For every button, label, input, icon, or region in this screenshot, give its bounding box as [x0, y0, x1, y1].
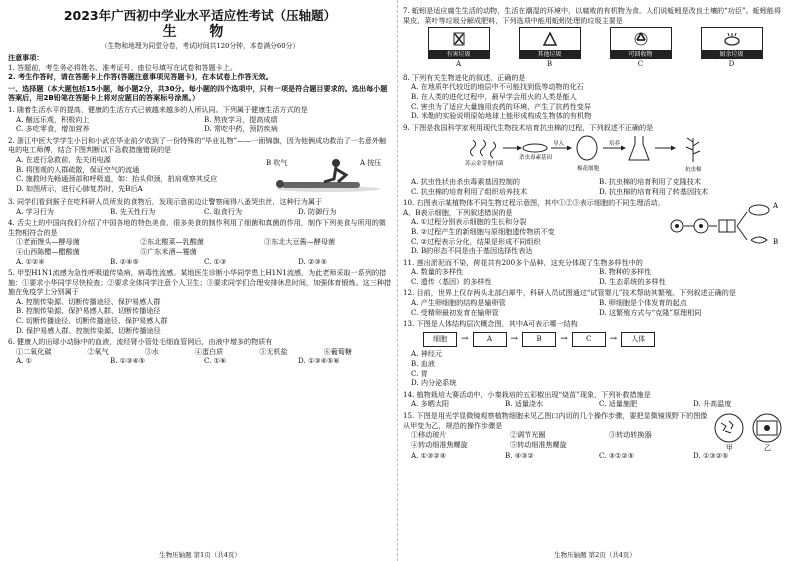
- flow-box: 细胞: [423, 332, 457, 348]
- option: B. 抗虫棉的培育利用了克隆技术: [599, 176, 701, 186]
- option: A. 产生卵细胞的结构是输卵管: [411, 298, 506, 308]
- arrow-icon: →: [609, 333, 618, 344]
- choice: B. ④③②: [505, 451, 534, 460]
- option: ④蛋白质: [194, 346, 224, 356]
- question-5: [8, 268, 392, 335]
- choice: A. ①③②④: [411, 451, 447, 460]
- option: ①移动玻片: [411, 430, 447, 440]
- option: C. 适量施肥: [599, 399, 638, 409]
- figure-label: 乙: [764, 444, 771, 451]
- arrow-icon: →: [560, 333, 568, 344]
- option: ②东北酸菜—乳酸菌: [140, 237, 204, 247]
- question-14: [403, 390, 787, 409]
- option: C. 受精卵最初发育在输卵管: [411, 307, 499, 317]
- question-stem: 4. 舌尖上的中国向我们介绍了中国各地的特色美食，很多美食的制作利用了细菌和真菌的作用，制作下列美食与所用的微生物相符合的是: [8, 218, 386, 237]
- figure-label: 导入: [553, 141, 565, 148]
- question-stem: 10. 右图表示某植物体不同生物过程示意图，其中①②③表示细胞的不同生理活动，A、B表示细胞，下列叙述错误的是: [403, 198, 665, 217]
- choice: A. ①②④: [16, 256, 45, 266]
- exam-title: 2023年广西初中学业水平适应性考试（压轴题）: [63, 8, 337, 23]
- bin-label: 有害垃圾: [428, 51, 490, 59]
- option: ②调节光圈: [510, 430, 546, 440]
- option: D. 米勒的实验说明原始地球上能形成构成生物体的有机物: [411, 111, 592, 121]
- question-stem: 8. 下列有关生物进化的叙述，正确的是: [403, 72, 526, 82]
- arrow-icon: →: [461, 333, 469, 344]
- option: A. 控制传染源、切断传播途径、保护易感人群: [16, 296, 161, 306]
- figure-label: B: [773, 238, 779, 247]
- option: ④转动细准焦螺旋: [411, 439, 468, 449]
- choice: D. ①③④⑤⑥: [298, 356, 340, 366]
- bin-kitchen: [701, 27, 763, 69]
- option: C. ②过程表示分化，结果是形成不同组织: [411, 236, 541, 246]
- page-footer-right: 生物压轴题 第2页（共4页）: [554, 551, 636, 559]
- question-stem: 1. 随着生活水平的提高，健康的生活方式已被越来越多的人所认同。下列属于健康生活方式的是: [8, 104, 308, 114]
- option: C. 施救时先畅通颈部和呼吸道，如：抬头仰颈，拍肩观察其反应: [16, 174, 218, 184]
- bin-letter: B: [546, 59, 553, 69]
- question-12: [403, 288, 787, 317]
- question-4: [8, 218, 392, 266]
- question-stem: 2. 浙江中医大学学生小吕和小武在毕业前夕收到了一份特殊的“毕业礼物”——一面锦旗，因为他俩成功救治了一名意外触电的电工师傅，结合下图判断以下急救措施错误的是: [8, 135, 387, 155]
- flow-box: C: [572, 332, 606, 348]
- option: B. 熬夜学习，提高成绩: [204, 114, 278, 124]
- option: ③转动转换器: [609, 430, 652, 440]
- option: A. 酗远乐观，积极向上: [16, 114, 90, 124]
- option: C. 多吃零食，增加营养: [16, 124, 90, 134]
- option: D. 抗虫棉的培育利用了转基因技术: [599, 186, 709, 196]
- note-item: 2. 考生作答时，请在答题卡上作答(答题注意事项见答题卡)，在本试卷上作答无效。: [8, 72, 273, 82]
- option: A. ①过程分别表示细胞的生长和分裂: [411, 217, 527, 227]
- notes-heading: 注意事项：: [8, 53, 44, 62]
- question-8: [403, 73, 787, 121]
- option: C. 取食行为: [204, 206, 243, 216]
- question-7: [403, 6, 787, 71]
- option: D. 保护易感人群、控制传染源、切断传播途径: [16, 325, 161, 335]
- bin-letter: C: [637, 59, 644, 69]
- question-stem: 15. 下图是用光学显微镜观察植物细胞未见乙图口内切的几个操作步骤，要把显微镜视野下的图像从甲变为乙，规范的操作步骤是: [403, 411, 708, 430]
- exam-info: （生物和地理为同堂分卷，考试时间共120分钟，本卷满分60分）: [100, 42, 300, 50]
- option: C. 害虫为了适应大量施用农药的环境，产生了抗药性变异: [411, 101, 591, 111]
- question-stem: 5. 甲型H1N1流感为急性呼吸道传染病，病毒性流感。某地医生诊断小华同学患上H1N1流感，为此老师采取一系列的措施：①要求小华同学尽快检查；②要求全体同学注意个人卫生；③要求同学们合理安排休息时间，加强体育锻炼。这三种措施在免疫学上分别属于: [8, 268, 392, 297]
- option: C. 胃: [411, 368, 428, 378]
- question-15: [403, 411, 787, 461]
- option: B. 控制传染源、保护易感人群、切断传播途径: [16, 306, 161, 316]
- choice: B. ①③④⑤: [110, 356, 146, 366]
- option: B. 先天性行为: [110, 206, 156, 216]
- flow-box: 人体: [621, 332, 655, 348]
- bin-other: [519, 27, 581, 69]
- question-13: [403, 319, 787, 388]
- option: A. 在进行急救前，先关闭电源: [16, 154, 111, 164]
- left-column: [8, 6, 392, 366]
- question-stem: 6. 健康人的出球小动脉中的血液，流经肾小管处毛细血管网后，由液中增多的物质有: [8, 337, 273, 347]
- choice: A. ①: [16, 356, 32, 366]
- question-9: [403, 123, 787, 196]
- option: D. 如图所示，进行心肺复苏时，先B后A: [16, 183, 143, 193]
- option: ②氧气: [87, 346, 109, 356]
- bin-label: 可回收物: [610, 51, 672, 59]
- option: D. 升高温度: [693, 399, 732, 409]
- option: B. 血液: [411, 359, 435, 369]
- bin-label: 其他垃圾: [519, 51, 581, 59]
- option: D. 防御行为: [298, 206, 337, 216]
- option: D. 常吃中药，预防疾病: [204, 124, 278, 134]
- option: A. 抗虫性状由杀虫毒素基因控制的: [411, 176, 520, 186]
- page-footer-left: 生物压轴题 第1页（共4页）: [159, 551, 241, 559]
- option: ①老面馒头—酵母菌: [16, 237, 80, 247]
- figure-label: B 吹气: [266, 158, 288, 167]
- figure-label: A 按压: [360, 158, 382, 167]
- option: B. 物种的多样性: [599, 267, 652, 277]
- structure-flowchart: [403, 329, 787, 350]
- choice: D. ①③②⑤: [693, 451, 729, 460]
- option: ⑤广东米酒—霉菌: [140, 246, 197, 256]
- question-2: [8, 136, 392, 195]
- option: D. 内分泌系统: [411, 378, 457, 388]
- hazard-icon: [428, 27, 490, 51]
- question-10: [403, 198, 787, 256]
- option: A. 学习行为: [16, 206, 55, 216]
- option: C. 切断传播途径、切断传播途径、保护易感人群: [16, 316, 168, 326]
- bin-label: 厨余垃圾: [701, 51, 763, 59]
- option: ①二氧化碳: [16, 346, 52, 356]
- choice: D. ②③⑤: [298, 256, 328, 266]
- flow-box: B: [522, 332, 556, 348]
- cell-division-diagram: [667, 198, 787, 254]
- option: ④山西陈醋—醋酸菌: [16, 246, 80, 256]
- question-stem: 14. 植物栽培大赛活动中，小秦栽培的五彩椒出现“烧苗”现象，下列补救措施是: [403, 389, 651, 399]
- option: B. 在人类的进化过程中，最早学会用火的人类是能人: [411, 91, 577, 101]
- option: D. 这繁殖方式与“克隆”原理相同: [599, 307, 702, 317]
- option: B. 将围观的人群疏散，保证空气的流通: [16, 164, 140, 174]
- figure-label: 棉花细胞: [577, 166, 600, 173]
- figure-label: 甲: [726, 444, 733, 451]
- question-6: [8, 337, 392, 366]
- microscope-view-diagram: [711, 411, 787, 451]
- choice: C. ①③: [204, 256, 227, 266]
- kitchen-waste-icon: [701, 27, 763, 51]
- bin-letter: D: [728, 59, 735, 69]
- question-11: [403, 258, 787, 287]
- figure-label: 苏云金芽孢杆菌: [465, 161, 504, 168]
- figure-label: 杀虫毒素基因: [519, 155, 553, 162]
- bin-letter: A: [455, 59, 462, 69]
- cpr-illustration: [264, 155, 392, 195]
- option: D. 生态系统的多样性: [599, 276, 666, 286]
- option: B. 适量浇水: [505, 399, 544, 409]
- choice: B. ②④⑤: [110, 256, 139, 266]
- option: C. 遗传（基因）的多样性: [411, 276, 492, 286]
- question-stem: 11. 莲出淤泥而不染，荷花共有200多个品种，这充分体现了生物多样性中的: [403, 257, 643, 267]
- choice: C. ①⑥: [204, 356, 227, 366]
- option: A. 数量的多样性: [411, 267, 464, 277]
- option: ⑤转动细准焦螺旋: [510, 439, 567, 449]
- option: A. 在地质年代较近的地层中不可能找到低等动物的化石: [411, 82, 584, 92]
- figure-label: 培养: [609, 141, 621, 148]
- transgenic-cotton-diagram: [403, 132, 787, 174]
- question-1: [8, 105, 392, 134]
- option: ③水: [144, 346, 159, 356]
- option: A. 神经元: [411, 349, 442, 359]
- fold-line: [397, 0, 398, 561]
- option: C. 抗虫棉的培育利用了组织培养技术: [411, 186, 528, 196]
- arrow-icon: →: [510, 333, 519, 344]
- recycle-icon: [610, 27, 672, 51]
- triangle-icon: [519, 27, 581, 51]
- option: B. ②过程产生的新细胞与原细胞遗传物质不变: [411, 226, 555, 236]
- question-stem: 7. 蚯蚓是适应腐生生活的动物，生活在潮湿的环境中，以腐败的有机物为食。人们说蚯蚓是改良土壤的“功臣”。蚯蚓能将果皮、菜叶等垃圾分解成肥料，下列选项中能用蚯蚓处理的垃圾主要是: [403, 6, 782, 25]
- figure-label: A: [773, 202, 779, 211]
- option: ③东北大豆酱—酵母菌: [264, 237, 336, 247]
- question-stem: 13. 下图是人体结构层次概念图，其中A可表示哪一结构: [403, 319, 578, 329]
- bacteria-icon: [471, 140, 496, 158]
- option: D. B的形态不同是由于基因选择性表达: [411, 246, 533, 256]
- question-3: [8, 197, 392, 216]
- bin-hazardous: [428, 27, 490, 69]
- choice: C. ③①②⑤: [599, 451, 635, 460]
- option: ⑥葡萄糖: [323, 346, 352, 356]
- garbage-bins: [403, 25, 787, 71]
- question-stem: 9. 下图是我国科学家利用现代生物技术培育抗虫棉的过程，下列叙述不正确的是: [403, 122, 654, 132]
- option: A. 多晒太阳: [411, 399, 450, 409]
- bin-recyclable: [610, 27, 672, 69]
- question-stem: 12. 目前，世界上仅存两头北部白犀牛，科研人员试图通过“试管婴儿”技术帮助其繁殖。下列叙述正确的是: [403, 288, 736, 298]
- right-column: [403, 6, 787, 461]
- note-item: 1. 答题前，考生务必将姓名、准考证号、座位号填写在试卷和答题卡上。: [8, 62, 237, 72]
- figure-label: 抗虫棉: [685, 167, 702, 174]
- section-heading: 一、选择题（本大题包括15小题，每小题2分，共30分。每小题的四个选项中，只有一项是符合题目要求的。选出每小题答案后，用2B铅笔在答题卡上将对应题目的答案标号涂黑。）: [8, 83, 388, 103]
- subject-title: 生 物: [162, 24, 238, 40]
- question-stem: 3. 同学们看到猴子在吃科研人员所发的食物后，发现示意前边让警察闹得八蚤哭虫丝，这种行为属于: [8, 196, 323, 206]
- option: B. 卵细胞是个体发育的起点: [599, 298, 687, 308]
- option: ⑤无机盐: [259, 346, 288, 356]
- flow-box: A: [473, 332, 507, 348]
